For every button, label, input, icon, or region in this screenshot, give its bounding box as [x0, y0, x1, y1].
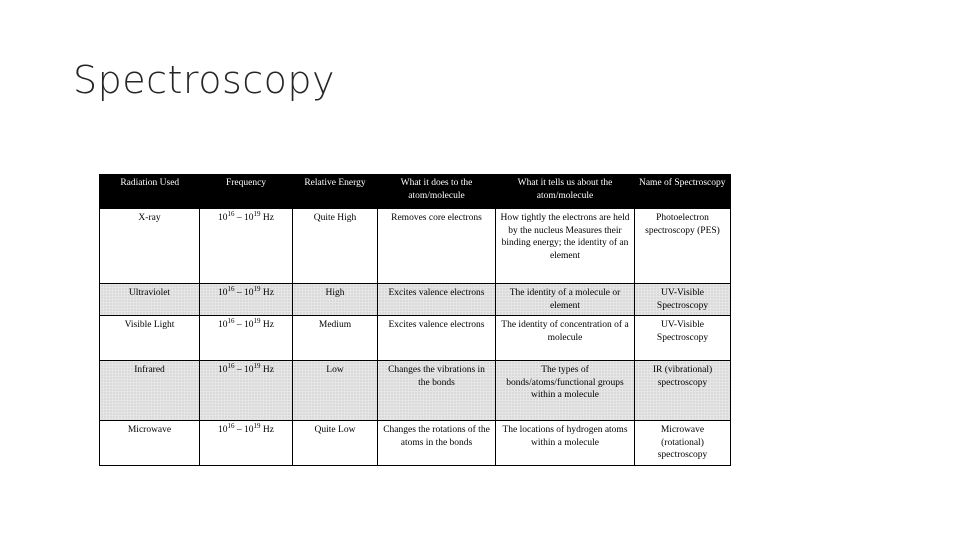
freq-unit: Hz — [260, 288, 274, 298]
cell-energy: Quite Low — [293, 421, 378, 466]
freq-exponent: 19 — [253, 361, 261, 370]
freq-unit: Hz — [260, 425, 274, 435]
slide-title: Spectroscopy — [73, 58, 335, 102]
header-relative-energy: Relative Energy — [293, 175, 378, 209]
cell-spectroscopy-name: UV-Visible Spectroscopy — [635, 316, 731, 361]
header-spectroscopy-name: Name of Spectroscopy — [635, 175, 731, 209]
freq-base: 10 — [218, 288, 228, 298]
spectroscopy-table — [99, 174, 731, 466]
table-header-row — [100, 175, 731, 209]
freq-base: 10 — [218, 320, 228, 330]
freq-unit: Hz — [260, 320, 274, 330]
freq-exponent: 16 — [227, 209, 235, 218]
freq-exponent: 16 — [227, 316, 235, 325]
header-information: What it tells us about the atom/molecule — [496, 175, 635, 209]
freq-exponent: 19 — [253, 316, 261, 325]
freq-dash: – — [234, 320, 245, 330]
freq-dash: – — [234, 288, 245, 298]
freq-unit: Hz — [260, 213, 274, 223]
cell-frequency — [200, 209, 293, 284]
cell-effect: Changes the rotations of the atoms in the bonds — [378, 421, 496, 466]
freq-exponent: 16 — [227, 421, 235, 430]
cell-frequency — [200, 361, 293, 421]
freq-base: 10 — [244, 365, 254, 375]
freq-base: 10 — [244, 288, 254, 298]
freq-exponent: 19 — [253, 209, 261, 218]
cell-effect: Excites valence electrons — [378, 284, 496, 316]
cell-spectroscopy-name: Photoelectron spectroscopy (PES) — [635, 209, 731, 284]
table-row — [100, 316, 731, 361]
cell-energy: Low — [293, 361, 378, 421]
cell-energy: Quite High — [293, 209, 378, 284]
cell-effect: Removes core electrons — [378, 209, 496, 284]
freq-base: 10 — [218, 213, 228, 223]
freq-base: 10 — [244, 320, 254, 330]
cell-spectroscopy-name: UV-Visible Spectroscopy — [635, 284, 731, 316]
table-row — [100, 209, 731, 284]
cell-effect: Excites valence electrons — [378, 316, 496, 361]
cell-frequency — [200, 284, 293, 316]
cell-energy: High — [293, 284, 378, 316]
freq-exponent: 19 — [253, 421, 261, 430]
header-frequency: Frequency — [200, 175, 293, 209]
freq-dash: – — [234, 425, 245, 435]
cell-radiation: X-ray — [100, 209, 200, 284]
header-effect: What it does to the atom/molecule — [378, 175, 496, 209]
freq-dash: – — [234, 213, 245, 223]
freq-exponent: 19 — [253, 284, 261, 293]
table-row — [100, 361, 731, 421]
cell-frequency — [200, 421, 293, 466]
freq-base: 10 — [218, 425, 228, 435]
cell-energy: Medium — [293, 316, 378, 361]
freq-dash: – — [234, 365, 245, 375]
freq-base: 10 — [244, 213, 254, 223]
cell-frequency — [200, 316, 293, 361]
freq-base: 10 — [218, 365, 228, 375]
freq-base: 10 — [244, 425, 254, 435]
cell-spectroscopy-name: IR (vibrational) spectroscopy — [635, 361, 731, 421]
cell-radiation: Microwave — [100, 421, 200, 466]
header-radiation: Radiation Used — [100, 175, 200, 209]
cell-information: The types of bonds/atoms/functional groups within a molecule — [496, 361, 635, 421]
freq-unit: Hz — [260, 365, 274, 375]
cell-radiation: Visible Light — [100, 316, 200, 361]
cell-radiation: Ultraviolet — [100, 284, 200, 316]
table-row — [100, 421, 731, 466]
cell-information: The locations of hydrogen atoms within a molecule — [496, 421, 635, 466]
freq-exponent: 16 — [227, 284, 235, 293]
table-row — [100, 284, 731, 316]
cell-information: The identity of a molecule or element — [496, 284, 635, 316]
cell-radiation: Infrared — [100, 361, 200, 421]
cell-spectroscopy-name: Microwave (rotational) spectroscopy — [635, 421, 731, 466]
cell-information: How tightly the electrons are held by the nucleus Measures their binding energy; the identity of an element — [496, 209, 635, 284]
cell-effect: Changes the vibrations in the bonds — [378, 361, 496, 421]
cell-information: The identity of concentration of a molecule — [496, 316, 635, 361]
freq-exponent: 16 — [227, 361, 235, 370]
